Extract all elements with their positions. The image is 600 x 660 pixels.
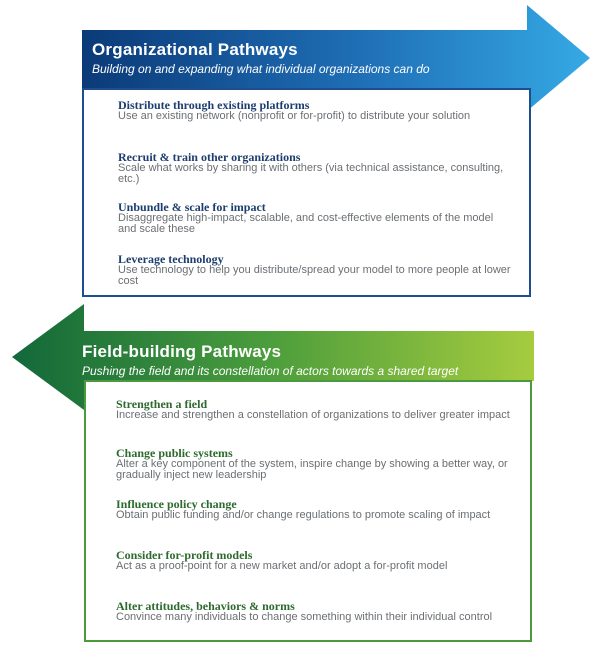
item-desc: Alter a key component of the system, inspire change by showing a better way, or gradually inject new leadership: [116, 458, 508, 481]
item-title: Change public systems: [116, 446, 233, 460]
item-title: Strengthen a field: [116, 397, 208, 411]
item-desc: Act as a proof-point for a new market and/or adopt a for-profit model: [116, 560, 448, 572]
item-desc: Use technology to help you distribute/spread your model to more people at lower cost: [118, 264, 511, 287]
org-item-distribute: [118, 99, 513, 122]
item-title: Influence policy change: [116, 497, 237, 511]
item-title: Alter attitudes, behaviors & norms: [116, 599, 295, 613]
organizational-header: [92, 40, 430, 76]
org-item-recruit: [118, 151, 513, 185]
field-item-policy: [116, 498, 511, 521]
item-title: Leverage technology: [118, 252, 224, 266]
item-title: Recruit & train other organizations: [118, 150, 301, 164]
item-title: Distribute through existing platforms: [118, 98, 310, 112]
field-item-for-profit: [116, 549, 511, 572]
item-desc: Obtain public funding and/or change regulations to promote scaling of impact: [116, 509, 491, 521]
field-building-title: Field-building Pathways: [82, 342, 282, 361]
item-desc: Increase and strengthen a constellation of organizations to deliver greater impact: [116, 409, 510, 421]
item-desc: Disaggregate high-impact, scalable, and cost-effective elements of the model and scale these: [118, 212, 494, 235]
field-building-header: [82, 342, 458, 378]
item-desc: Use an existing network (nonprofit or for-profit) to distribute your solution: [118, 110, 471, 122]
organizational-subtitle: Building on and expanding what individual organizations can do: [92, 62, 430, 76]
item-title: Consider for-profit models: [116, 548, 253, 562]
item-desc: Convince many individuals to change something within their individual control: [116, 611, 493, 623]
field-item-attitudes: [116, 600, 511, 623]
field-building-subtitle: Pushing the field and its constellation of actors towards a shared target: [82, 364, 459, 378]
item-desc: Scale what works by sharing it with others (via technical assistance, consulting, etc.): [118, 162, 504, 185]
org-item-technology: [118, 253, 513, 287]
field-item-strengthen: [116, 398, 511, 421]
organizational-title: Organizational Pathways: [92, 40, 298, 59]
item-title: Unbundle & scale for impact: [118, 200, 266, 214]
field-item-public-systems: [116, 447, 511, 481]
org-item-unbundle: [118, 201, 513, 235]
